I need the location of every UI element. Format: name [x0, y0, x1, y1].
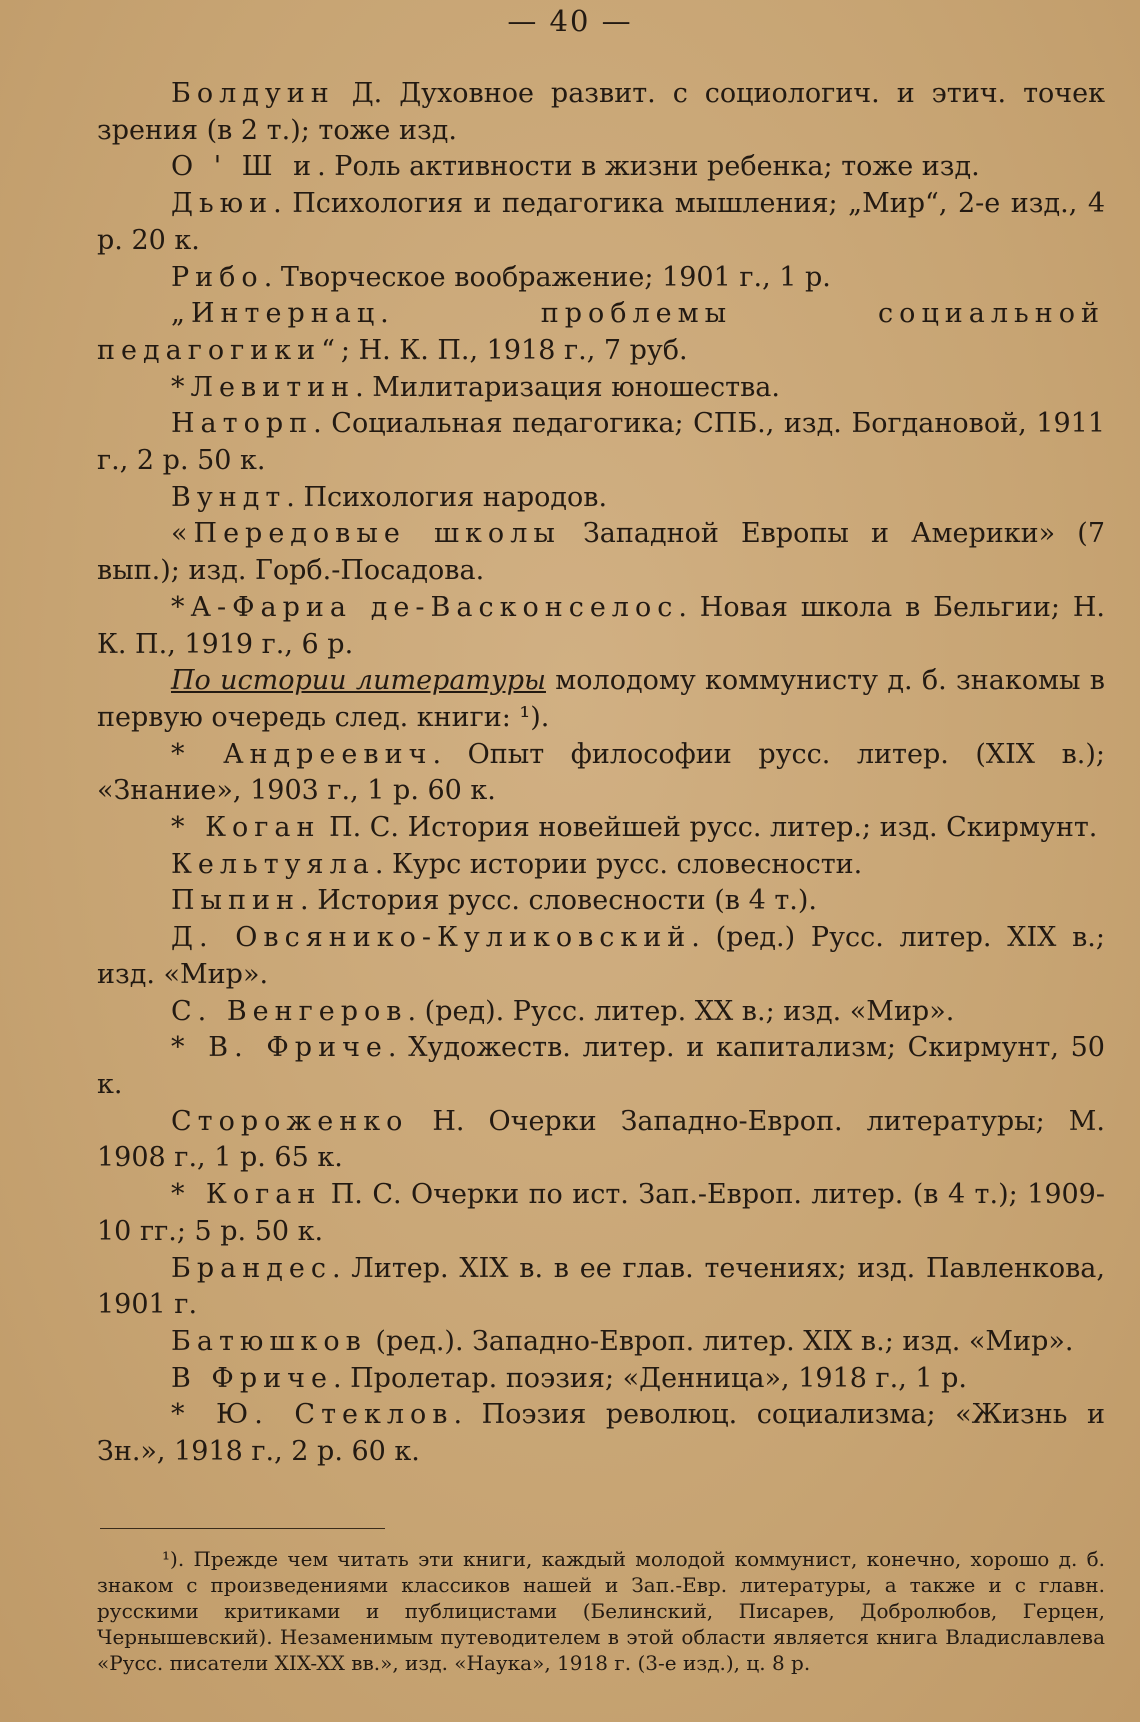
entry-author: „Интернац. проблемы социальной педагогики“ [97, 298, 1105, 366]
entry-author: Брандес [171, 1252, 332, 1284]
entry-text: . Курс истории русс. словесности. [374, 848, 863, 880]
lit-entry-3 [97, 883, 1105, 920]
entry-text: . (ред). Русс. литер. XX в.; изд. «Мир». [407, 995, 955, 1027]
entry-text: . Милитаризация юношества. [355, 371, 780, 403]
entry-author: Болдуин [171, 78, 335, 109]
footnote-divider [100, 1528, 385, 1529]
entry-author: Д. Овсянико-Куликовский [171, 922, 692, 954]
entry-author: * Ю. Стеклов [171, 1399, 454, 1431]
entry-author: С. Венгеров [171, 995, 408, 1027]
entry-text: . Психология народов. [286, 481, 608, 513]
entry-author: *Левитин [171, 371, 356, 403]
entry-author: * В. Фриче [171, 1032, 388, 1064]
literature-intro-text: молодому коммунисту д. б. знакомы в первую очередь след. книги: ¹). [97, 665, 1105, 733]
lit-entry-9 [97, 1251, 1105, 1324]
entry-text: . История русс. словесности (в 4 т.). [300, 885, 817, 917]
entry-text: П. С. История новейшей русс. литер.; изд. Скирмунт. [320, 812, 1098, 844]
lit-entry-12 [97, 1397, 1105, 1470]
literature-intro [97, 663, 1105, 736]
entry-4 [97, 296, 1105, 369]
lit-entry-1 [97, 810, 1105, 847]
entry-1 [97, 149, 1105, 186]
entry-author: Наторп [171, 408, 314, 440]
entry-text: Д. Духовное развит. с социологич. и этич. точек зрения (в 2 т.); тоже изд. [97, 78, 1105, 146]
entry-6 [97, 406, 1105, 479]
lit-entry-2 [97, 847, 1105, 884]
entry-author: Батюшков [171, 1325, 367, 1357]
entry-text: . Роль активности в жизни ребенка; тоже изд. [317, 151, 980, 183]
lit-entry-11 [97, 1361, 1105, 1398]
entry-text: . Художеств. литер. и капитализм; Скирмунт, 50 к. [97, 1032, 1105, 1100]
entry-author: *А-Фариа де-Васконселос [171, 591, 679, 623]
entry-author: * Коган [171, 1179, 322, 1211]
entry-0 [97, 76, 1105, 149]
entry-text: Н. Очерки Западно-Европ. литературы; М. 1908 г., 1 р. 65 к. [97, 1105, 1105, 1174]
entry-text: (ред.). Западно-Европ. литер. XIX в.; изд. «Мир». [366, 1325, 1074, 1357]
entry-author: Вундт [171, 481, 287, 513]
entry-text: . Творческое воображение; 1901 г., 1 р. [263, 261, 831, 293]
entry-text: . Психология и педагогика мышления; „Мир“, 2-е изд., 4 р. 20 к. [97, 188, 1105, 256]
lit-entry-10 [97, 1324, 1105, 1361]
bibliography-body [97, 76, 1105, 1471]
footnote [97, 1546, 1105, 1676]
entry-text: . Новая школа в Бельгии; Н. К. П., 1919 г., 6 р. [97, 591, 1105, 660]
entry-author: О ' Ш и [171, 151, 318, 183]
entry-text: . Опыт философии русс. литер. (XIX в.); «Знание», 1903 г., 1 р. 60 к. [97, 738, 1105, 807]
entry-8 [97, 516, 1105, 589]
entry-author: В Фриче [171, 1362, 333, 1394]
entry-text: . Пролетар. поэзия; «Денница», 1918 г., 1 р. [332, 1362, 968, 1394]
entry-text: Западной Европы и Америки» (7 вып.); изд. Горб.-Посадова. [97, 518, 1105, 587]
entry-author: Пыпин [171, 885, 301, 917]
entry-text: ; Н. К. П., 1918 г., 7 руб. [340, 334, 688, 366]
entry-text: . Социальная педагогика; СПБ., изд. Богдановой, 1911 г., 2 р. 50 к. [97, 408, 1105, 477]
entry-author: Дьюи [171, 188, 274, 220]
lit-entry-7 [97, 1104, 1105, 1177]
entry-2 [97, 186, 1105, 259]
entry-author: * Коган [171, 812, 321, 844]
entry-text: . Литер. XIX в. в ее глав. течениях; изд. Павленкова, 1901 г. [97, 1252, 1105, 1321]
literature-heading: По истории литературы [171, 665, 546, 697]
entry-author: Кельтуяла [171, 848, 375, 880]
entry-author: Рибо [171, 261, 264, 293]
footnote-text: ¹). Прежде чем читать эти книги, каждый молодой коммунист, конечно, хорошо д. б. знаком с произведениями классиков нашей и Зап.-Евр. литературы, а также и с главн. русскими критиками и публицистами (Белинский, Писарев, Добролюбов, Герцен, Чернышевский). Незаменимым путеводителем в этой области является книга Владиславлева «Русс. писатели XIX-XX вв.», изд. «Наука», 1918 г. (3-е изд.), ц. 8 р. [97, 1547, 1105, 1675]
lit-entry-4 [97, 920, 1105, 993]
page-number: — 40 — [507, 4, 633, 38]
entry-author: * Андреевич [171, 738, 433, 770]
lit-entry-8 [97, 1177, 1105, 1250]
lit-entry-5 [97, 994, 1105, 1031]
entry-author: Стороженко [171, 1105, 409, 1137]
entry-9 [97, 590, 1105, 663]
entry-text: П. С. Очерки по ист. Зап.-Европ. литер. (в 4 т.); 1909-10 гг.; 5 р. 50 к. [97, 1179, 1105, 1247]
lit-entry-0 [97, 737, 1105, 810]
entry-author: «Передовые школы [171, 518, 561, 550]
entry-text: . (ред.) Русс. литер. XIX в.; изд. «Мир». [97, 922, 1105, 990]
lit-entry-6 [97, 1030, 1105, 1103]
entry-5 [97, 370, 1105, 407]
entry-text: . Поэзия революц. социализма; «Жизнь и Зн.», 1918 г., 2 р. 60 к. [97, 1399, 1105, 1468]
entry-7 [97, 480, 1105, 517]
entry-3 [97, 260, 1105, 297]
